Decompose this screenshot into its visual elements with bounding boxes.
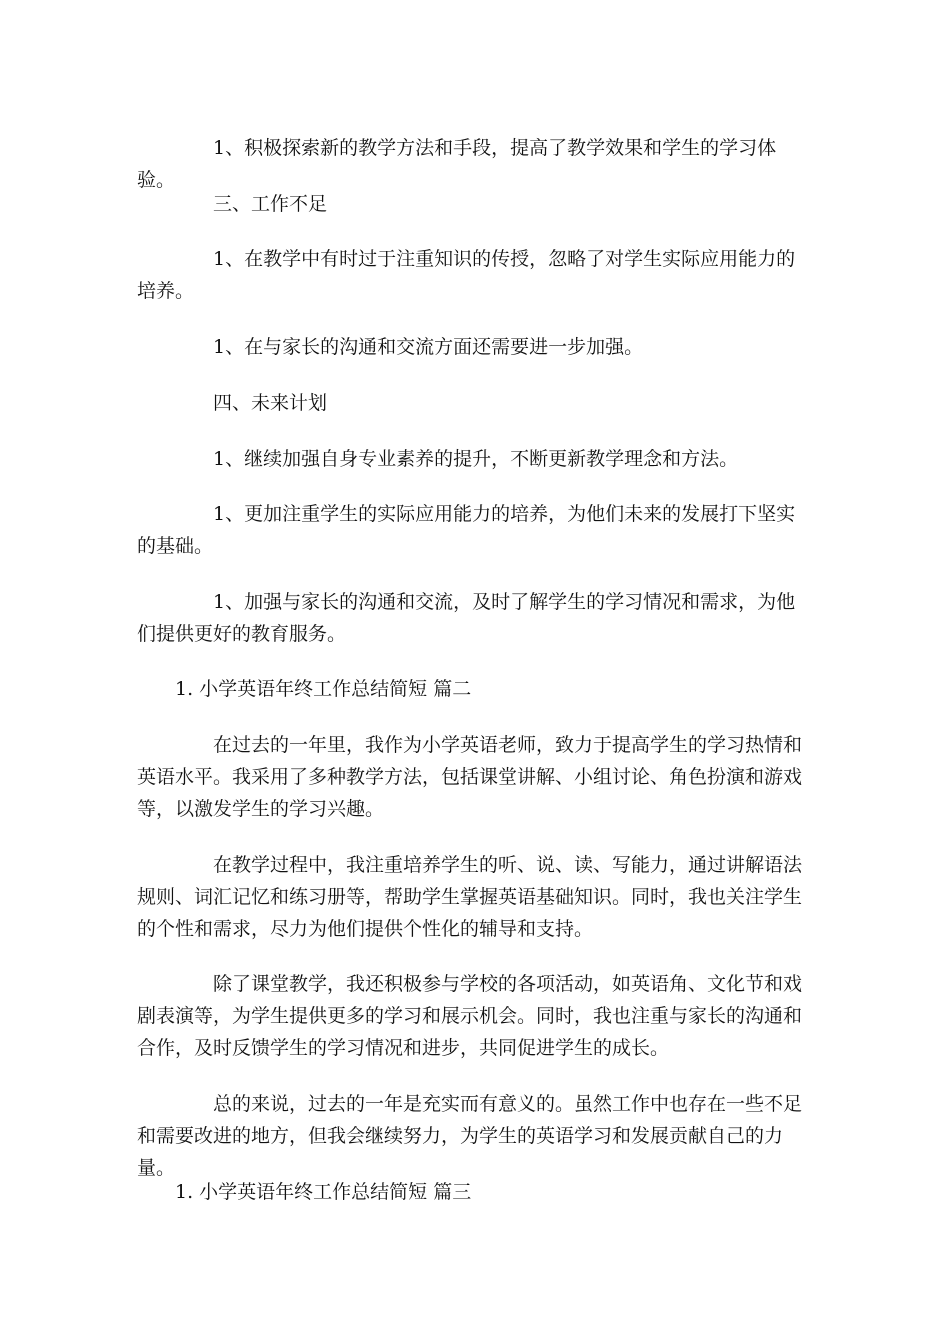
paragraph: 1、更加注重学生的实际应用能力的培养，为他们未来的发展打下坚实的基础。 <box>137 503 796 557</box>
paragraph: 在过去的一年里，我作为小学英语老师，致力于提高学生的学习热情和英语水平。我采用了多种教学方法，包括课堂讲解、小组讨论、角色扮演和游戏等，以激发学生的学习兴趣。 <box>137 734 803 820</box>
section-heading: 四、未来计划 <box>213 392 328 414</box>
paragraph: 1、继续加强自身专业素养的提升，不断更新教学理念和方法。 <box>213 448 739 470</box>
paragraph: 除了课堂教学，我还积极参与学校的各项活动，如英语角、文化节和戏剧表演等，为学生提供更多的学习和展示机会。同时，我也注重与家长的沟通和合作，及时反馈学生的学习情况和进步，共同促进学生的成长。 <box>137 973 803 1059</box>
article-heading-2: 1. 小学英语年终工作总结简短 篇二 <box>175 678 472 700</box>
paragraph: 1、在与家长的沟通和交流方面还需要进一步加强。 <box>213 336 644 358</box>
paragraph: 1、在教学中有时过于注重知识的传授，忽略了对学生实际应用能力的培养。 <box>137 248 796 302</box>
paragraph: 在教学过程中，我注重培养学生的听、说、读、写能力，通过讲解语法规则、词汇记忆和练习册等，帮助学生掌握英语基础知识。同时，我也关注学生的个性和需求，尽力为他们提供个性化的辅导和支持。 <box>137 854 803 940</box>
article-heading-3: 1. 小学英语年终工作总结简短 篇三 <box>175 1181 472 1203</box>
paragraph: 1、积极探索新的教学方法和手段，提高了教学效果和学生的学习体验。 <box>137 137 777 191</box>
paragraph: 1、加强与家长的沟通和交流，及时了解学生的学习情况和需求，为他们提供更好的教育服务。 <box>137 591 796 645</box>
section-heading: 三、工作不足 <box>213 193 328 215</box>
paragraph: 总的来说，过去的一年是充实而有意义的。虽然工作中也存在一些不足和需要改进的地方，但我会继续努力，为学生的英语学习和发展贡献自己的力量。 <box>137 1093 803 1179</box>
